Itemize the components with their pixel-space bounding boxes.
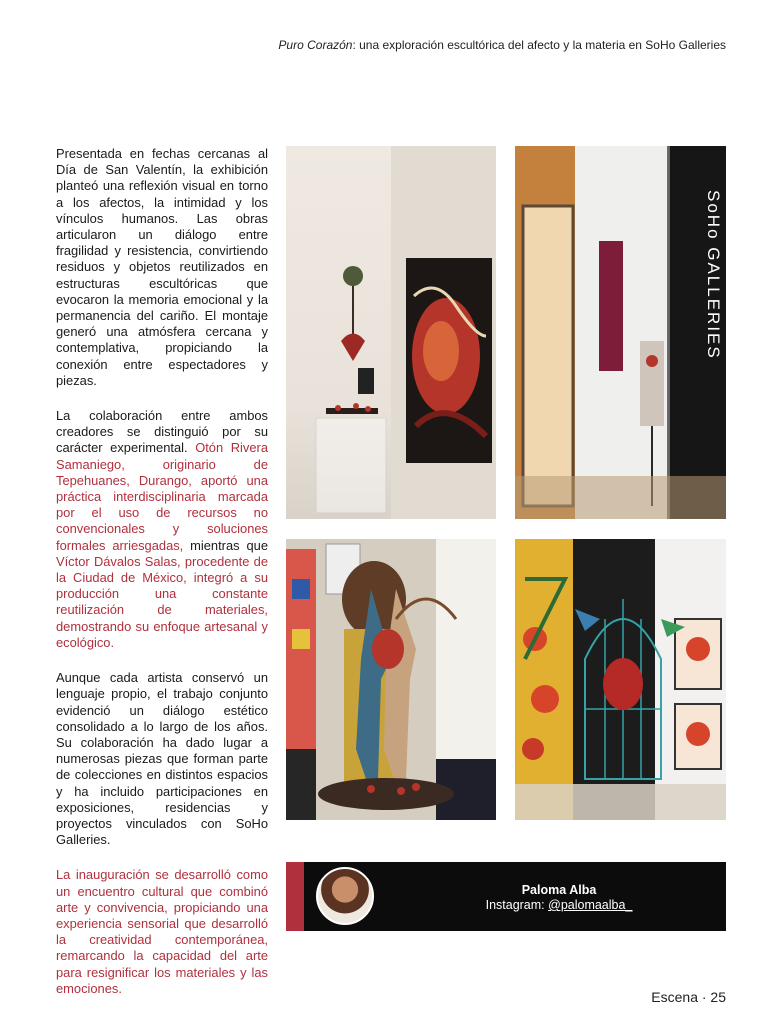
credit-accent-bar (286, 862, 304, 931)
photo-gallery-entrance (515, 146, 726, 519)
author-avatar (316, 867, 374, 925)
article-column (56, 146, 268, 1016)
photo-birdcage-heart-illustration (515, 539, 726, 820)
paragraph-3: Aunque cada artista conservó un lenguaje propio, el trabajo conjunto evidenció un diálogo estético consolidado a lo largo de los años. Su colaboración ha dado lugar a numerosas piezas que forman parte de colecciones en distintos espacios y ha incluido participaciones en exposiciones, residencias y proyectos vinculados con SoHo Galleries. (56, 670, 268, 848)
photo-gallery-painting-illustration (286, 146, 496, 519)
author-credit-box (286, 862, 726, 931)
page-footer: Escena · 25 (651, 989, 726, 1005)
gallery-signage: SoHo GALLERIES (704, 190, 723, 360)
author-credit-text (406, 883, 712, 913)
photo-visitors-sculpture (286, 539, 496, 820)
paragraph-1: Presentada en fechas cercanas al Día de San Valentín, la exhibición planteó una reflexión visual en torno a los afectos, la intimidad y los vínculos humanos. Las obras articularon un diálogo entre fragilidad y resistencia, convirtiendo residuos y objetos reutilizados en estructuras escultóricas que evocaron la memoria emocional y la permanencia del cariño. El montaje generó una atmósfera cercana y contemplativa, propiciando la conexión entre espectadores y piezas. (56, 146, 268, 388)
paragraph-2-highlight-victor: Víctor Dávalos Salas, procedente de la Ciudad de México, integró a su producción una constante reutilización de materiales, demostrando su enfoque artesanal y ecológico. (56, 553, 268, 650)
paragraph-2-highlight-oton: Otón Rivera Samaniego, originario de Tepehuanes, Durango, aportó una práctica interdisciplinaria marcada por el uso de recursos no convencionales y soluciones formales arriesgadas, (56, 440, 269, 553)
author-name: Paloma Alba (521, 883, 597, 897)
header-title-rest: : una exploración escultórica del afecto y la materia en SoHo Galleries (352, 38, 726, 52)
paragraph-2 (56, 408, 268, 651)
running-header (278, 38, 726, 52)
instagram-handle-link[interactable]: @palomaalba_ (548, 898, 633, 912)
instagram-label: Instagram: (485, 898, 549, 912)
paragraph-2-connector: mientras que (183, 537, 268, 553)
photo-visitors-sculpture-illustration (286, 539, 496, 820)
paragraph-4: La inauguración se desarrolló como un encuentro cultural que combinó arte y convivencia, propiciando una experiencia sensorial que desarrolló la creatividad contemporánea, remarcando la capacidad del arte para resignificar los materiales y las emociones. (56, 867, 268, 996)
photo-birdcage-heart (515, 539, 726, 820)
header-title-italic: Puro Corazón (278, 38, 353, 52)
paragraph-2-intro: La colaboración entre ambos creadores se distinguió por su carácter experimental. (56, 408, 268, 456)
photo-gallery-painting (286, 146, 496, 519)
